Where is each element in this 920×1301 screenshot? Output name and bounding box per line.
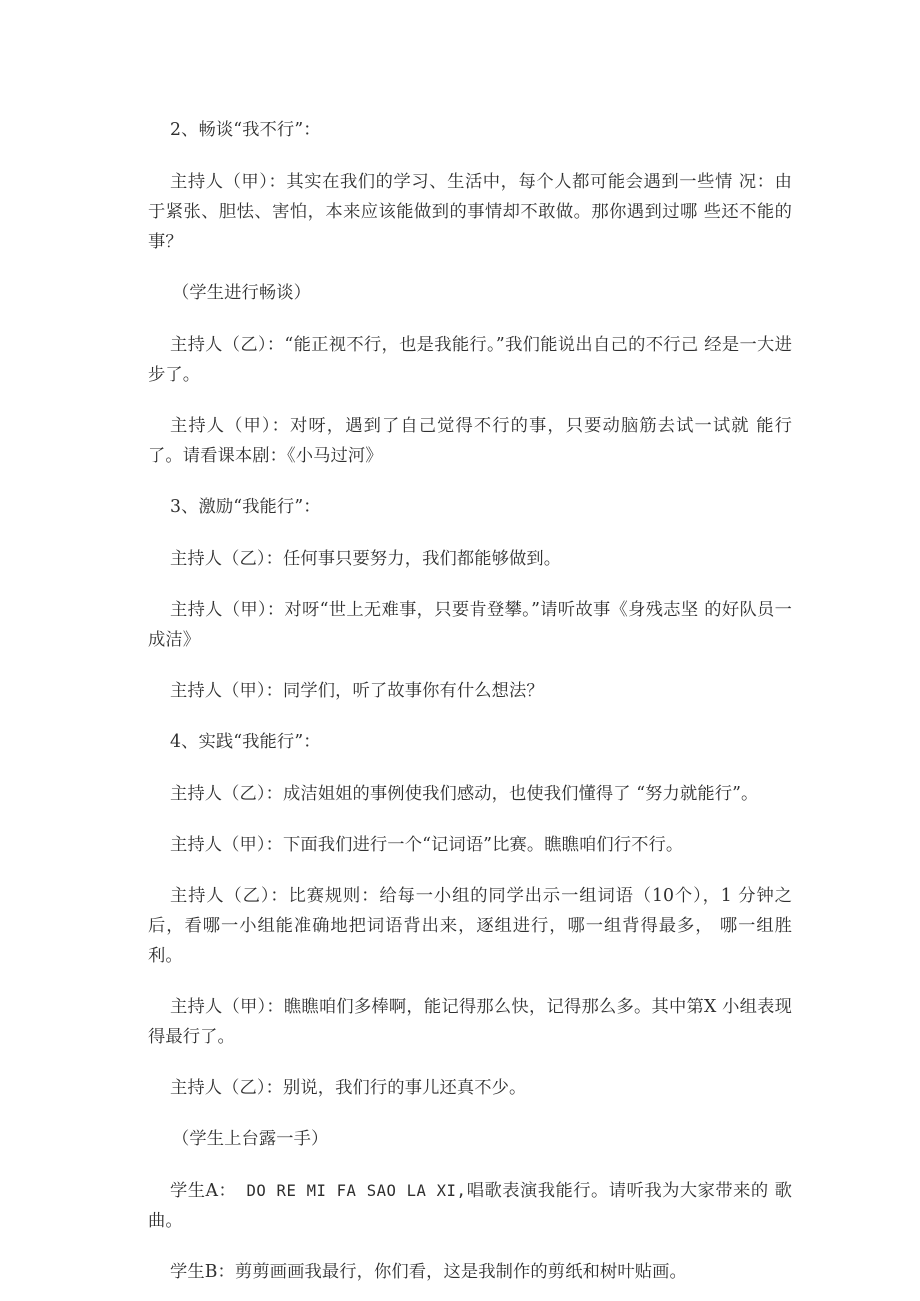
paragraph-student-a [148,1176,792,1236]
section-heading-3: 3、激励“我能行”： [170,497,321,517]
paragraph-student-b: 学生B：剪剪画画我最行，你们看，这是我制作的剪纸和树叶贴画。 [170,1262,687,1282]
section-heading-4: 4、实践“我能行”： [170,732,321,752]
paragraph-host-yi-2: 主持人（乙）：任何事只要努力，我们都能够做到。 [170,549,562,569]
section-heading-2: 2、畅谈“我不行”： [170,120,321,140]
stage-direction-2: （学生上台露一手） [172,1129,329,1149]
paragraph-host-jia-6: 主持人（甲）：瞧瞧咱们多棒啊，能记得那么快，记得那么多。其中第X 小组表现得最行了。 [148,997,792,1047]
paragraph-host-jia-5: 主持人（甲）：下面我们进行一个“记词语”比赛。瞧瞧咱们行不行。 [170,835,684,855]
paragraph-host-jia-2: 主持人（甲）：对呀，遇到了自己觉得不行的事，只要动脑筋去试一试就 能行了。请看课本剧：《小马过河》 [148,416,792,466]
student-a-latin-notes: DO RE MI FA SAO LA XI, [236,1182,467,1200]
paragraph-host-jia-4: 主持人（甲）：同学们，听了故事你有什么想法？ [170,681,544,701]
student-a-suffix: 唱歌表演我能行。请听我为大家带来的 歌曲。 [148,1181,792,1231]
paragraph-host-jia-3: 主持人（甲）：对呀“世上无难事，只要肯登攀。”请听故事《身残志坚 的好队员一成洁》 [148,600,792,650]
paragraph-host-jia-1: 主持人（甲）：其实在我们的学习、生活中，每个人都可能会遇到一些情 况：由于紧张、胆怯、害怕，本来应该能做到的事情却不敢做。那你遇到过哪 些还不能的事？ [148,172,792,252]
paragraph-host-yi-4: 主持人（乙）：比赛规则：给每一小组的同学出示一组词语（10个），1 分钟之后，看哪一小组能准确地把词语背出来，逐组进行，哪一组背得最多， 哪一组胜利。 [148,886,792,966]
paragraph-host-yi-3: 主持人（乙）：成洁姐姐的事例使我们感动，也使我们懂得了 “努力就能行”。 [170,784,759,804]
stage-direction-1: （学生进行畅谈） [172,283,312,303]
document-body [148,115,792,1287]
student-a-prefix: 学生A： [170,1181,237,1201]
paragraph-host-yi-5: 主持人（乙）：别说，我们行的事儿还真不少。 [170,1078,527,1098]
paragraph-host-yi-1: 主持人（乙）：“能正视不行，也是我能行。”我们能说出自己的不行己 经是一大进步了。 [148,335,792,385]
